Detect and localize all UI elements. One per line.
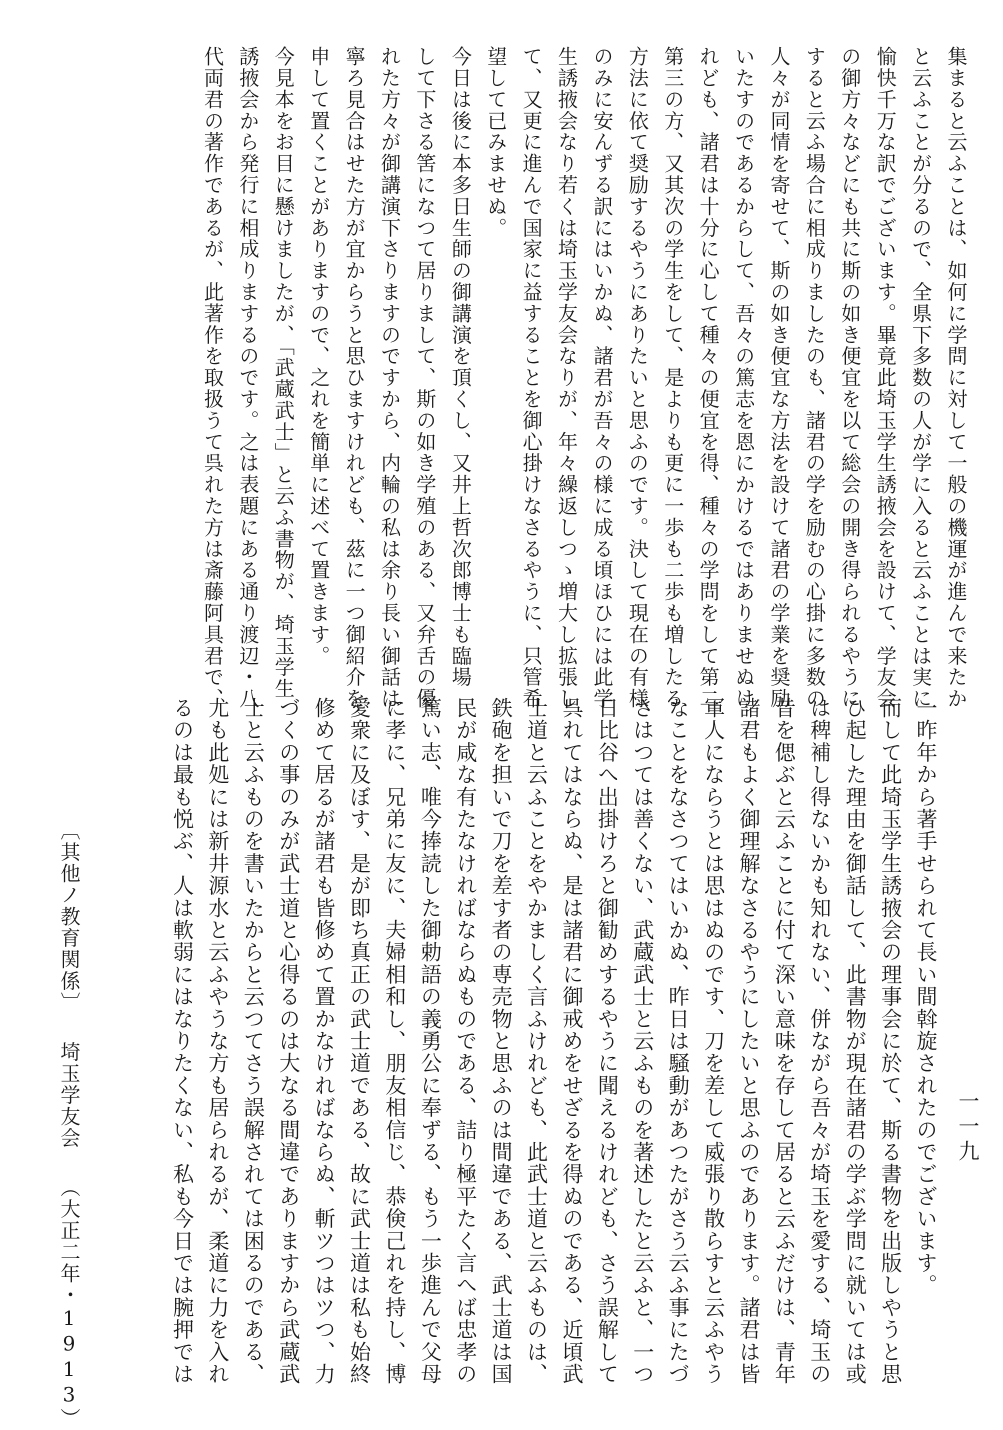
text-column: 集まると云ふことは、如何に学問に対して一般の機運が進んで来たか xyxy=(944,46,968,710)
text-column: 申して置くことがありますので、之れを簡単に述べて置きます。 xyxy=(306,46,331,667)
footer-section: 〔其他ノ教育関係〕 xyxy=(57,820,81,1014)
text-column: 人々が同情を寄せて、斯の如き便宜な方法を設けて諸君の学業を奨励 xyxy=(766,46,791,710)
source-footer xyxy=(44,820,84,1430)
text-column: 寧ろ見合はせた方が宜からうと思ひますけれども、茲に一つ御紹介を xyxy=(342,46,367,710)
text-column: 代両君の著作であるが、此著作を取扱うて呉れた方は斎藤阿具君で、 xyxy=(200,46,225,710)
text-column: 日比谷へ出掛けろと御勧めするやうに聞えるけれども、さう誤解して xyxy=(595,697,620,1386)
text-column: 第三の方、又其次の学生をして、是よりも更に一歩も二歩も増したる xyxy=(660,46,685,710)
text-column: は稗補し得ないかも知れない、併ながら吾々が埼玉を愛する、埼玉の xyxy=(807,697,832,1386)
text-column: れども、諸君は十分に心して種々の便宜を得、種々の学問をして第二 xyxy=(696,46,721,710)
page-number: 一一九 xyxy=(956,1090,980,1165)
text-column: さはつては善くない、武蔵武士と云ふものを著述したと云ふと、一つ xyxy=(630,697,655,1386)
upper-text-block xyxy=(33,46,973,710)
text-column: なことをなさつてはいかぬ、昨日は騒動があつたがさう云ふ事にたづ xyxy=(666,697,691,1386)
text-column: 愛衆に及ぼす、是が即ち真正の武士道である、故に武士道は私も始終 xyxy=(347,697,372,1386)
text-column: るのは最も悦ぶ、人は軟弱にはなりたくない、私も今日では腕押では xyxy=(170,697,195,1386)
text-column: 一昨年から著手せられて長い間斡旋されたのでございます。 xyxy=(914,697,938,1297)
text-column: すると云ふ場合に相成りましたのも、諸君の学を励むの心掛に多数の xyxy=(802,46,827,710)
text-column: 而して此埼玉学生誘掖会の理事会に於て、斯る書物を出版しやうと思 xyxy=(878,697,903,1386)
text-column: 篤い志、唯今捧読した御勅語の義勇公に奉ずる、もう一歩進んで父母 xyxy=(418,697,443,1386)
text-column: して下さる筈になつて居りまして、斯の如き学殖のある、又弁舌の優 xyxy=(412,46,437,710)
footer-date: （大正二年・1913） xyxy=(57,1177,81,1430)
footer-organization: 埼玉学友会 xyxy=(57,1041,81,1149)
text-column: と云ふことが分るので、全県下多数の人が学に入ると云ふことは実に xyxy=(908,46,933,710)
text-column: て、又更に進んで国家に益することを御心掛けなさるやうに、只管希 xyxy=(519,46,544,710)
text-column: 民が咸な有たなければならぬものである、詰り極平たく言へば忠孝の xyxy=(453,697,478,1386)
text-column: 尤も此処には新井源水と云ふやうな方も居られるが、柔道に力を入れ xyxy=(205,697,230,1386)
text-column: いたすのであるからして、吾々の篤志を恩にかけるではありませぬけ xyxy=(731,46,756,710)
text-column: のみに安んずる訳にはいかぬ、諸君が吾々の様に成る頃ほひには此学 xyxy=(589,46,614,710)
text-column: 昔を偲ぶと云ふことに付て深い意味を存して居ると云ふだけは、青年 xyxy=(772,697,797,1386)
text-column: 今日は後に本多日生師の御講演を頂くし、又井上哲次郎博士も臨場 xyxy=(448,46,473,688)
text-column: 士道と云ふことをやかましく言ふけれども、此武士道と云ふものは、 xyxy=(524,697,549,1386)
text-column: に孝に、兄弟に友に、夫婦相和し、朋友相信じ、恭倹己れを持し、博 xyxy=(382,697,407,1386)
text-column: れた方々が御講演下さりますのですから、内輪の私は余り長い御話は xyxy=(377,46,402,710)
text-column: 方法に依て奨励するやうにありたいと思ふのです。決して現在の有様 xyxy=(625,46,650,710)
text-column: の御方々などにも共に斯の如き便宜を以て総会の開き得られるやうに xyxy=(837,46,862,710)
text-column: 誘掖会から発行に相成りまするのです。之は表題にある通り渡辺・八 xyxy=(235,46,260,710)
text-column: づくの事のみが武士道と心得るのは大なる間違でありますから武蔵武 xyxy=(276,697,301,1386)
text-column: 今見本をお目に懸けましたが、「武蔵武士」と云ふ書物が、埼玉学生 xyxy=(271,46,296,700)
text-column: 生誘掖会なり若くは埼玉学友会なりが、年々繰返しつゝ増大し拡張し xyxy=(554,46,579,710)
text-column: 愉快千万な訳でございます。畢竟此埼玉学生誘掖会を設けて、学友会 xyxy=(873,46,898,710)
text-column: 呉れてはならぬ、是は諸君に御戒めをせざるを得ぬのである、近頃武 xyxy=(559,697,584,1386)
text-column: 諸君もよく御理解なさるやうにしたいと思ふのであります。諸君は皆 xyxy=(736,697,761,1386)
text-column: 軍人にならうとは思はぬのです、刀を差して威張り散らすと云ふやう xyxy=(701,697,726,1386)
text-column: ひ起した理由を御話して、此書物が現在諸君の学ぶ学問に就いては或 xyxy=(843,697,868,1386)
text-column: 望して已みませぬ。 xyxy=(483,46,508,239)
text-column: 鉄砲を担いで刀を差す者の専売物と思ふのは間違である、武士道は国 xyxy=(489,697,514,1386)
text-column: 士と云ふものを書いたからと云つてさう誤解されては困るのである、 xyxy=(241,697,266,1386)
lower-text-block xyxy=(170,697,943,1386)
text-column: 修めて居るが諸君も皆修めて置かなければならぬ、斬ツつはツつ、力 xyxy=(312,697,337,1386)
